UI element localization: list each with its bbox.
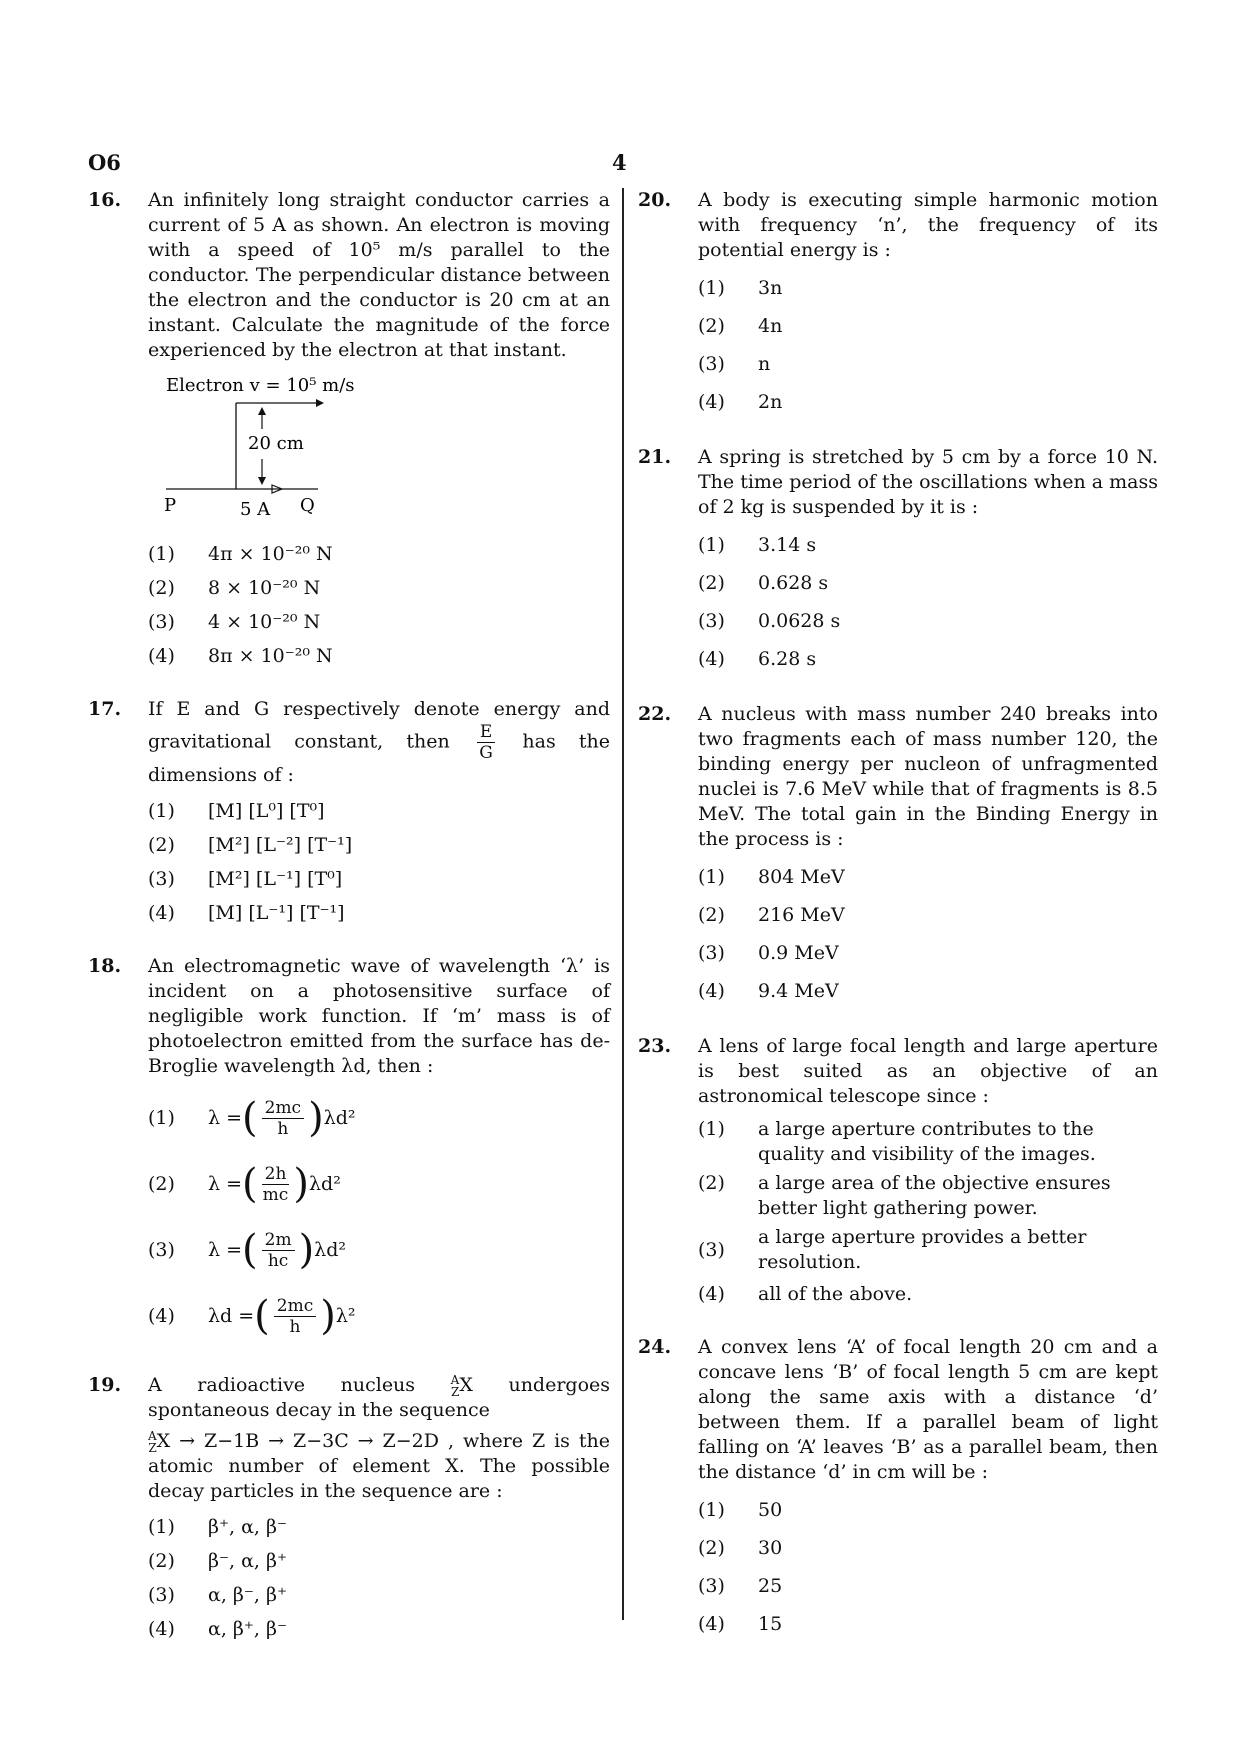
option-number: (1) — [148, 1515, 175, 1538]
option[interactable] — [698, 1607, 1158, 1641]
option[interactable] — [698, 271, 1158, 305]
question-text-c: where Z is the atomic number of element X. The possible decay particles in the sequence are : — [148, 1430, 610, 1502]
option-number: (3) — [698, 609, 725, 632]
option[interactable] — [698, 1531, 1158, 1565]
mass-number: A — [450, 1373, 460, 1387]
option[interactable] — [148, 1153, 610, 1215]
formula-lhs: λd = — [208, 1304, 255, 1327]
option[interactable] — [698, 860, 1158, 894]
option[interactable] — [698, 898, 1158, 932]
question-22 — [638, 702, 1158, 1008]
option-number: (4) — [148, 1304, 175, 1327]
formula-rhs: λd² — [323, 1106, 356, 1129]
option-formula — [208, 1161, 610, 1207]
options — [148, 539, 610, 671]
options — [148, 796, 610, 928]
option-number: (2) — [698, 314, 725, 337]
option-number: (4) — [148, 644, 175, 667]
right-paren: ) — [320, 1293, 336, 1339]
formula-fraction — [262, 1098, 304, 1139]
option-text: 8 × 10⁻²⁰ N — [208, 576, 321, 599]
fraction-numerator: 2mc — [274, 1296, 316, 1317]
right-paren: ) — [298, 1227, 315, 1273]
question-text-a: A radioactive nucleus — [148, 1374, 416, 1396]
option-number: (1) — [698, 1118, 725, 1140]
question-number: 24. — [638, 1336, 672, 1358]
option-number: (2) — [698, 903, 725, 926]
option-number: (1) — [148, 542, 175, 565]
formula-lhs: λ = — [208, 1106, 243, 1129]
question-text: An electromagnetic wave of wavelength ‘λ’ is incident on a photosensitive surface of negligible work function. If ‘m’ mass is of photoelectron emitted from the surface has de-Broglie wavelength λd, then : — [148, 955, 610, 1077]
option-text: 3.14 s — [758, 533, 817, 556]
option-number: (1) — [148, 799, 175, 822]
option-number: (4) — [148, 901, 175, 924]
atomic-number: Z — [450, 1385, 460, 1399]
question-text — [148, 697, 610, 788]
option[interactable] — [698, 1117, 1158, 1167]
formula-fraction — [262, 1230, 295, 1271]
fraction-denominator: h — [277, 1118, 289, 1139]
question-21 — [638, 445, 1158, 676]
dist-arrowhead-up — [258, 407, 266, 415]
option-text: a large area of the objective ensures better light gathering power. — [758, 1172, 1111, 1219]
left-paren: ( — [242, 1161, 258, 1207]
option-text: 4π × 10⁻²⁰ N — [208, 542, 333, 565]
option[interactable] — [698, 347, 1158, 381]
option-number: (1) — [698, 865, 725, 888]
question-number: 17. — [88, 698, 122, 720]
option-text: 25 — [758, 1574, 783, 1597]
option-number: (2) — [148, 1549, 175, 1572]
option[interactable] — [698, 1569, 1158, 1603]
left-paren: ( — [242, 1227, 258, 1273]
option-text: 3n — [758, 276, 783, 299]
option-text: 216 MeV — [758, 903, 845, 926]
question-number: 23. — [638, 1035, 672, 1057]
current-label: 5 A — [240, 499, 271, 520]
fraction-numerator: 2m — [262, 1230, 295, 1251]
paper-code: O6 — [88, 150, 121, 175]
option-text: 4 × 10⁻²⁰ N — [208, 610, 321, 633]
option-number: (4) — [698, 647, 725, 670]
right-column — [638, 188, 1158, 1667]
options — [698, 1493, 1158, 1641]
option-text: β⁻, α, β⁺ — [208, 1549, 288, 1572]
option[interactable] — [148, 1614, 610, 1644]
option-text: [M] [L⁻¹] [T⁻¹] — [208, 901, 345, 924]
fraction-denominator: hc — [267, 1250, 289, 1271]
question-number: 18. — [88, 955, 122, 977]
option-number: (1) — [148, 1106, 175, 1129]
question-text: A body is executing simple harmonic motion with frequency ‘n’, the frequency of its potential energy is : — [698, 189, 1158, 261]
question-text: A spring is stretched by 5 cm by a force 10 N. The time period of the oscillations when a mass of 2 kg is suspended by it is : — [698, 446, 1158, 518]
options — [698, 271, 1158, 419]
option-text: 8π × 10⁻²⁰ N — [208, 644, 333, 667]
option-number: (2) — [698, 571, 725, 594]
e-over-g-fraction — [477, 722, 495, 763]
option[interactable] — [148, 1546, 610, 1576]
option-number: (3) — [148, 1583, 175, 1606]
option-number: (4) — [698, 390, 725, 413]
nucleus-symbol: X — [459, 1374, 473, 1396]
decay-sequence-line — [148, 1429, 610, 1504]
option-text: 0.628 s — [758, 571, 829, 594]
question-23 — [638, 1034, 1158, 1309]
question-text — [148, 1373, 610, 1504]
option[interactable] — [698, 566, 1158, 600]
option-text: a large aperture contributes to the quality and visibility of the images. — [758, 1118, 1096, 1165]
option-text: [M²] [L⁻¹] [T⁰] — [208, 867, 343, 890]
option-number: (2) — [148, 833, 175, 856]
option-number: (3) — [698, 1238, 725, 1261]
option[interactable] — [148, 1285, 610, 1347]
conductor-diagram-svg — [148, 371, 408, 539]
atomic-number: Z — [148, 1441, 157, 1455]
option[interactable] — [148, 1087, 610, 1149]
option-number: (2) — [148, 1172, 175, 1195]
formula-fraction — [262, 1164, 290, 1205]
question-text-b: undergoes spontaneous decay in the sequence — [148, 1374, 611, 1421]
column-divider — [622, 188, 624, 1620]
option[interactable] — [698, 528, 1158, 562]
option-number: (4) — [698, 1282, 725, 1305]
option-text: 50 — [758, 1498, 783, 1521]
option-text: 2n — [758, 390, 783, 413]
question-text-b: has the dimensions of : — [148, 730, 610, 786]
option-formula — [208, 1293, 610, 1339]
option-text: β⁺, α, β⁻ — [208, 1515, 288, 1538]
option[interactable] — [698, 1225, 1158, 1275]
option[interactable] — [148, 1580, 610, 1610]
question-text: A convex lens ‘A’ of focal length 20 cm and a concave lens ‘B’ of focal length 5 cm are kept along the same axis with a distance ‘d’ between them. If a parallel beam of light falling on ‘A’ leaves ‘B’ as a parallel beam, then the distance ‘d’ in cm will be : — [698, 1336, 1158, 1483]
mass-number: A — [148, 1429, 157, 1443]
dist-arrowhead-down — [258, 477, 266, 485]
option[interactable] — [148, 864, 610, 894]
decay-sequence: X → Z−1B → Z−3C → Z−2D , — [156, 1430, 454, 1452]
option-number: (4) — [148, 1617, 175, 1640]
option-formula — [208, 1227, 610, 1273]
options — [698, 528, 1158, 676]
option[interactable] — [698, 604, 1158, 638]
option[interactable] — [148, 1512, 610, 1542]
option-number: (3) — [148, 610, 175, 633]
option[interactable] — [698, 936, 1158, 970]
fraction-numerator: 2h — [262, 1164, 290, 1185]
fraction-denominator: h — [289, 1316, 301, 1337]
option[interactable] — [148, 573, 610, 603]
option-number: (3) — [698, 941, 725, 964]
option-text: 6.28 s — [758, 647, 817, 670]
option-number: (1) — [698, 533, 725, 556]
option[interactable] — [698, 1493, 1158, 1527]
question-number: 22. — [638, 703, 672, 725]
question-text: A nucleus with mass number 240 breaks into two fragments each of mass number 120, the binding energy per nucleon of unfragmented nuclei is 7.6 MeV while that of fragments is 8.5 MeV. The total gain in the Binding Energy in the process is : — [698, 703, 1158, 850]
option-text: 9.4 MeV — [758, 979, 839, 1002]
question-20 — [638, 188, 1158, 419]
option-text: 15 — [758, 1612, 783, 1635]
option-number: (1) — [698, 276, 725, 299]
option-text: 30 — [758, 1536, 783, 1559]
question-number: 19. — [88, 1374, 122, 1396]
question-18 — [88, 954, 610, 1347]
distance-label: 20 cm — [248, 433, 304, 454]
electron-arrowhead — [316, 399, 324, 407]
formula-rhs: λd² — [309, 1172, 341, 1195]
option-number: (3) — [148, 1238, 175, 1261]
option-text: 0.9 MeV — [758, 941, 839, 964]
point-q: Q — [300, 495, 315, 516]
fraction-denominator: G — [479, 743, 493, 763]
option[interactable] — [148, 898, 610, 928]
option-number: (4) — [698, 1612, 725, 1635]
option-text: [M²] [L⁻²] [T⁻¹] — [208, 833, 353, 856]
option-number: (2) — [698, 1536, 725, 1559]
conductor-diagram — [148, 371, 408, 539]
option-number: (3) — [148, 867, 175, 890]
options — [148, 1512, 610, 1644]
option[interactable] — [148, 539, 610, 569]
option-text: n — [758, 352, 771, 375]
option-text: 0.0628 s — [758, 609, 841, 632]
left-paren: ( — [242, 1095, 258, 1141]
right-paren: ) — [293, 1161, 309, 1207]
point-p: P — [164, 495, 177, 516]
option-text: [M] [L⁰] [T⁰] — [208, 799, 325, 822]
formula-rhs: λ² — [335, 1304, 356, 1327]
option[interactable] — [148, 796, 610, 826]
option-text: a large aperture provides a better resolution. — [758, 1226, 1087, 1273]
option-formula — [208, 1095, 610, 1141]
options — [148, 1087, 610, 1347]
page-number: 4 — [612, 150, 627, 175]
formula-fraction — [274, 1296, 316, 1337]
question-17 — [88, 697, 610, 928]
formula-rhs: λd² — [314, 1238, 346, 1261]
option[interactable] — [698, 1279, 1158, 1309]
option-number: (1) — [698, 1498, 725, 1521]
option-number: (2) — [698, 1172, 725, 1194]
option-text: α, β⁺, β⁻ — [208, 1617, 288, 1640]
option[interactable] — [148, 830, 610, 860]
question-number: 21. — [638, 446, 672, 468]
option-number: (4) — [698, 979, 725, 1002]
question-text: An infinitely long straight conductor carries a current of 5 A as shown. An electron is moving with a speed of 10⁵ m/s parallel to the conductor. The perpendicular distance between the electron and the conductor is 20 cm at an instant. Calculate the magnitude of the force experienced by the electron at that instant. — [148, 189, 610, 361]
question-19 — [88, 1373, 610, 1644]
option-text: α, β⁻, β⁺ — [208, 1583, 288, 1606]
formula-lhs: λ = — [208, 1172, 243, 1195]
options — [698, 1117, 1158, 1309]
option-text: 804 MeV — [758, 865, 845, 888]
nucleus-notation — [148, 1430, 157, 1454]
option[interactable] — [148, 1219, 610, 1281]
option-text: 4n — [758, 314, 783, 337]
right-paren: ) — [308, 1095, 324, 1141]
option-number: (3) — [698, 352, 725, 375]
option[interactable] — [698, 385, 1158, 419]
question-16 — [88, 188, 610, 671]
option-number: (3) — [698, 1574, 725, 1597]
option[interactable] — [148, 641, 610, 671]
option[interactable] — [698, 974, 1158, 1008]
fraction-numerator: 2mc — [262, 1098, 304, 1119]
question-number: 20. — [638, 189, 672, 211]
formula-lhs: λ = — [208, 1238, 243, 1261]
question-text: A lens of large focal length and large aperture is best suited as an objective of an astronomical telescope since : — [698, 1035, 1158, 1107]
fraction-numerator: E — [477, 722, 495, 743]
left-column — [88, 188, 610, 1670]
options — [698, 860, 1158, 1008]
option[interactable] — [698, 642, 1158, 676]
option[interactable] — [148, 607, 610, 637]
option[interactable] — [698, 309, 1158, 343]
question-24 — [638, 1335, 1158, 1641]
option-text: all of the above. — [758, 1282, 913, 1305]
left-paren: ( — [254, 1293, 270, 1339]
option-number: (2) — [148, 576, 175, 599]
question-number: 16. — [88, 189, 122, 211]
question-text-a: If E and G respectively denote energy and gravitational constant, then — [148, 698, 610, 753]
electron-label: Electron v = 10⁵ m/s — [166, 375, 355, 396]
fraction-denominator: mc — [262, 1184, 289, 1205]
option[interactable] — [698, 1171, 1158, 1221]
